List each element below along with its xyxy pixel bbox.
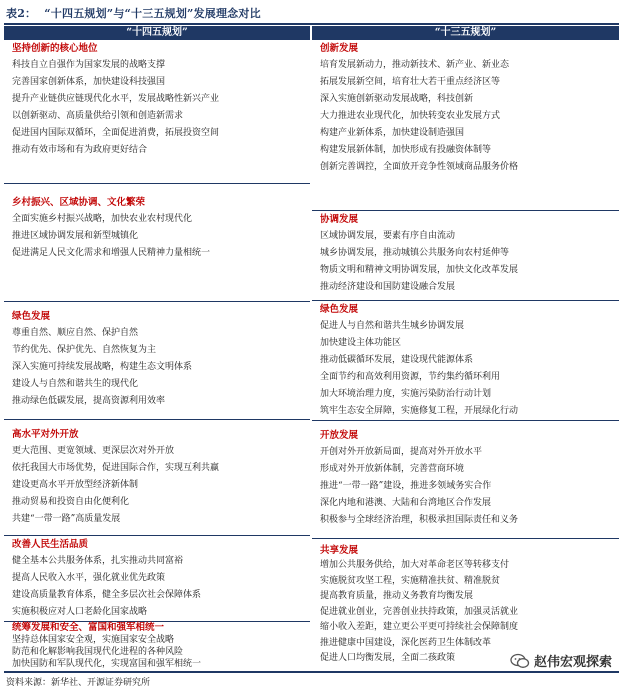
- right-section-coordination: [312, 211, 619, 301]
- list-item: 推动经济建设和国防建设融合发展: [320, 282, 456, 292]
- list-item: 加大环境治理力度，实施污染防治行动计划: [320, 389, 492, 399]
- list-item: 推动有效市场和有为政府更好结合: [12, 145, 148, 155]
- right-section-opening: [312, 421, 619, 539]
- list-item: 尊重自然、顺应自然、保护自然: [12, 328, 139, 338]
- section-title: 创新发展: [320, 43, 359, 54]
- list-item: 推进健康中国建设，深化医药卫生体制改革: [320, 637, 492, 648]
- left-section-rural: [4, 184, 310, 302]
- left-section-security: [4, 622, 310, 671]
- list-item: 促进人与自然和谐共生城乡协调发展: [320, 321, 465, 331]
- list-item: 提升产业链供应链现代化水平，发展战略性新兴产业: [12, 94, 220, 104]
- source-note: 资料来源：新华社、开源证券研究所: [6, 678, 151, 688]
- list-item: 提高教育质量，推动义务教育均衡发展: [320, 591, 474, 601]
- wechat-icon: [510, 653, 530, 669]
- list-item: 科技自立自强作为国家发展的战略支撑: [12, 60, 166, 70]
- right-column: [312, 26, 619, 671]
- section-title: 改善人民生活品质: [12, 539, 89, 550]
- list-item: 加快国防和军队现代化，实现富国和强军相统一: [12, 659, 202, 669]
- bottom-rule: [4, 671, 619, 673]
- list-item: 防范和化解影响我国现代化进程的各种风险: [12, 647, 184, 657]
- left-section-livelihood: [4, 536, 310, 622]
- section-title: 开放发展: [320, 430, 359, 441]
- section-title: 乡村振兴、区域协调、文化繁荣: [12, 197, 146, 208]
- list-item: 深入实施可持续发展战略，构建生态文明体系: [12, 362, 193, 372]
- left-section-green: [4, 302, 310, 420]
- list-item: 建设更高水平开放型经济新体制: [12, 480, 139, 490]
- list-item: 全面实施乡村振兴战略，加快农业农村现代化: [12, 214, 193, 224]
- section-title: 坚持创新的核心地位: [12, 43, 98, 54]
- list-item: 实施积极应对人口老龄化国家战略: [12, 607, 148, 617]
- list-item: 依托我国大市场优势，促进国际合作，实现互利共赢: [12, 463, 220, 473]
- list-item: 促进国内国际双循环，全面促进消费，拓展投资空间: [12, 128, 220, 138]
- list-item: 构建发展新体制，加快形成有投融资体制等: [320, 145, 492, 155]
- list-item: 促进满足人民文化需求和增强人民精神力量相统一: [12, 248, 211, 258]
- list-item: 建设人与自然和谐共生的现代化: [12, 379, 139, 389]
- list-item: 坚持总体国家安全观，实施国家安全战略: [12, 635, 175, 645]
- section-title: 绿色发展: [320, 304, 359, 315]
- watermark: [507, 650, 615, 671]
- list-item: 全面节约和高效利用资源，节约集约循环利用: [320, 372, 501, 382]
- list-item: 推动低碳循环发展，建设现代能源体系: [320, 355, 474, 365]
- table-title-text: “十四五规划”与“十三五规划”发展理念对比: [44, 7, 261, 20]
- list-item: 城乡协调发展，推动城镇公共服务向农村延伸等: [320, 248, 510, 258]
- comparison-table: [4, 26, 619, 671]
- left-column-header: “十四五规划”: [4, 26, 310, 40]
- right-section-green: [312, 301, 619, 421]
- list-item: 大力推进农业现代化，加快转变农业发展方式: [320, 111, 501, 121]
- list-item: 创新完善调控，全面放开竞争性领域商品服务价格: [320, 162, 519, 172]
- top-rule: [4, 23, 619, 25]
- list-item: 以创新驱动、高质量供给引领和创造新需求: [12, 111, 184, 121]
- list-item: 深化内地和港澳、大陆和台湾地区合作发展: [320, 498, 492, 508]
- list-item: 促进人口均衡发展，全面二孩政策: [320, 653, 456, 663]
- table-label: 表2：: [6, 7, 37, 20]
- list-item: 共建“一带一路”高质量发展: [12, 514, 121, 524]
- list-item: 拓展发展新空间，培育壮大若干重点经济区等: [320, 77, 501, 87]
- list-item: 实施脱贫攻坚工程，实施精准扶贫、精准脱贫: [320, 575, 501, 586]
- list-item: 节约优先、保护优先、自然恢复为主: [12, 345, 157, 355]
- list-item: 形成对外开放新体制，完善营商环境: [320, 464, 465, 474]
- list-item: 健全基本公共服务体系，扎实推动共同富裕: [12, 556, 184, 566]
- list-item: 增加公共服务供给，加大对革命老区等转移支付: [320, 560, 510, 570]
- list-item: 筑牢生态安全屏障，实施修复工程，开展绿化行动: [320, 406, 519, 416]
- list-item: 促进就业创业，完善创业扶持政策，加强灵活就业: [320, 606, 519, 617]
- right-section-innovation: [312, 40, 619, 211]
- list-item: 提高人民收入水平，强化就业优先政策: [12, 573, 166, 583]
- list-item: 推动贸易和投资自由化便利化: [12, 497, 130, 507]
- section-title: 高水平对外开放: [12, 429, 79, 440]
- list-item: 更大范围、更宽领域、更深层次对外开放: [12, 446, 175, 456]
- left-column: [4, 26, 310, 671]
- list-item: 加快建设主体功能区: [320, 338, 402, 348]
- section-title: 绿色发展: [12, 311, 51, 322]
- section-title: 共享发展: [320, 545, 359, 556]
- list-item: 建设高质量教育体系，健全多层次社会保障体系: [12, 590, 202, 600]
- left-section-innovation: [4, 40, 310, 184]
- list-item: 推进“一带一路”建设，推进多领域务实合作: [320, 481, 492, 491]
- list-item: 推动绿色低碳发展，提高资源利用效率: [12, 396, 166, 406]
- right-column-header: “十三五规划”: [312, 26, 619, 40]
- list-item: 完善国家创新体系，加快建设科技强国: [12, 77, 166, 87]
- list-item: 构建产业新体系，加快建设制造强国: [320, 128, 465, 138]
- watermark-text: 赵伟宏观探索: [533, 655, 612, 670]
- section-title: 统筹发展和安全、富国和强军相统一: [12, 622, 165, 633]
- section-title: 协调发展: [320, 214, 359, 225]
- list-item: 积极参与全球经济治理，积极承担国际责任和义务: [320, 515, 519, 525]
- left-section-opening: [4, 420, 310, 536]
- table-title: [6, 5, 261, 21]
- list-item: 物质文明和精神文明协调发展，加快文化改革发展: [320, 265, 519, 275]
- list-item: 深入实施创新驱动发展战略，科技创新: [320, 94, 474, 104]
- list-item: 缩小收入差距，建立更公平更可持续社会保障制度: [320, 622, 519, 632]
- list-item: 区域协调发展，要素有序自由流动: [320, 231, 456, 241]
- list-item: 开创对外开放新局面，提高对外开放水平: [320, 447, 483, 457]
- list-item: 培育发展新动力，推动新技术、新产业、新业态: [320, 60, 510, 70]
- list-item: 推进区域协调发展和新型城镇化: [12, 231, 139, 241]
